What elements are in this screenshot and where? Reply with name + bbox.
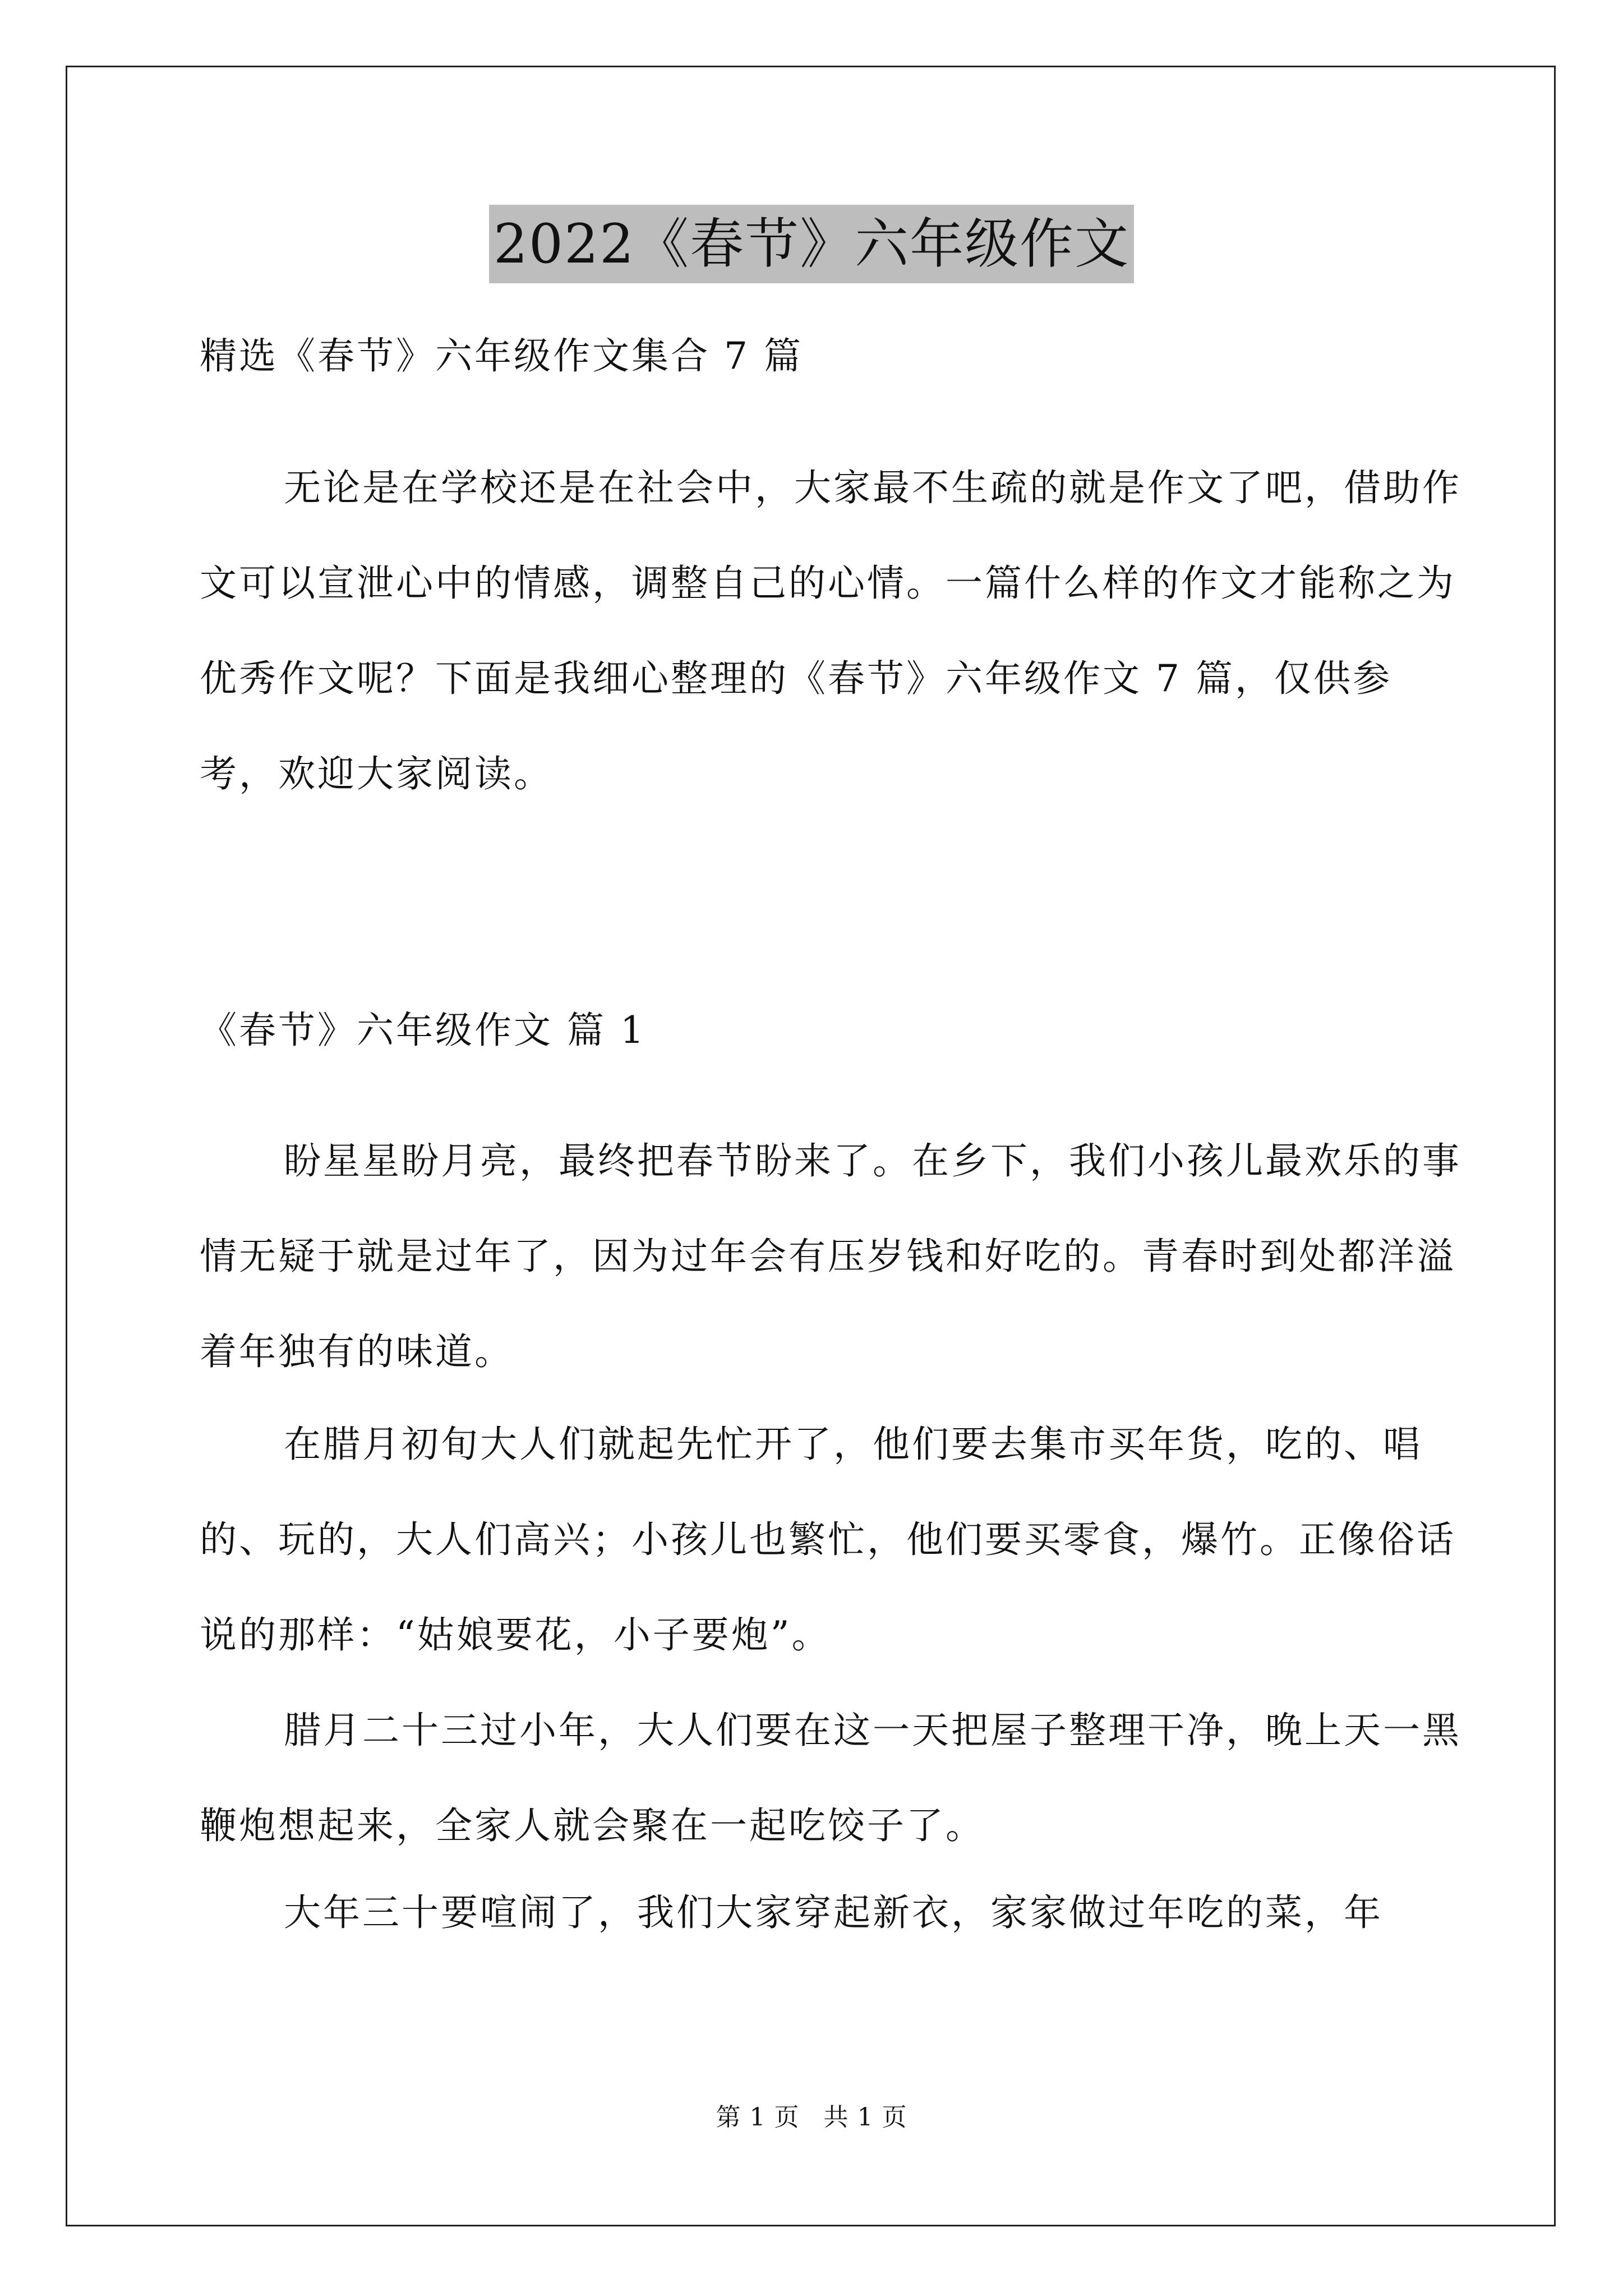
body-paragraph-2: 在腊月初旬大人们就起先忙开了，他们要去集市买年货，吃的、唱的、玩的，大人们高兴；小孩儿也繁忙，他们要买零食，爆竹。正像俗话说的那样：“姑娘要花，小子要炮”。: [200, 1423, 1456, 1657]
page-number: 第 1 页: [716, 2103, 800, 2132]
document-subtitle: 精选《春节》六年级作文集合 7 篇: [200, 334, 803, 378]
page-total: 共 1 页: [823, 2103, 907, 2132]
page-footer: [0, 2101, 1623, 2134]
body-paragraph-3: 腊月二十三过小年，大人们要在这一天把屋子整理干净，晚上天一黑鞭炮想起来，全家人就会聚在一起吃饺子了。: [200, 1709, 1461, 1847]
intro-paragraph: 无论是在学校还是在社会中，大家最不生疏的就是作文了吧，借助作文可以宣泄心中的情感，调整自己的心情。一篇什么样的作文才能称之为优秀作文呢？下面是我细心整理的《春节》六年级作文 7 篇，仅供参考，欢迎大家阅读。: [200, 466, 1461, 795]
section-heading: 《春节》六年级作文 篇 1: [200, 1009, 646, 1052]
document-title: 2022《春节》六年级作文: [489, 205, 1134, 283]
title-wrap: [0, 205, 1623, 283]
body-paragraph-4: 大年三十要喧闹了，我们大家穿起新衣，家家做过年吃的菜，年: [284, 1891, 1383, 1934]
body-paragraph-1: 盼星星盼月亮，最终把春节盼来了。在乡下，我们小孩儿最欢乐的事情无疑于就是过年了，因为过年会有压岁钱和好吃的。青春时到处都洋溢着年独有的味道。: [200, 1139, 1461, 1373]
